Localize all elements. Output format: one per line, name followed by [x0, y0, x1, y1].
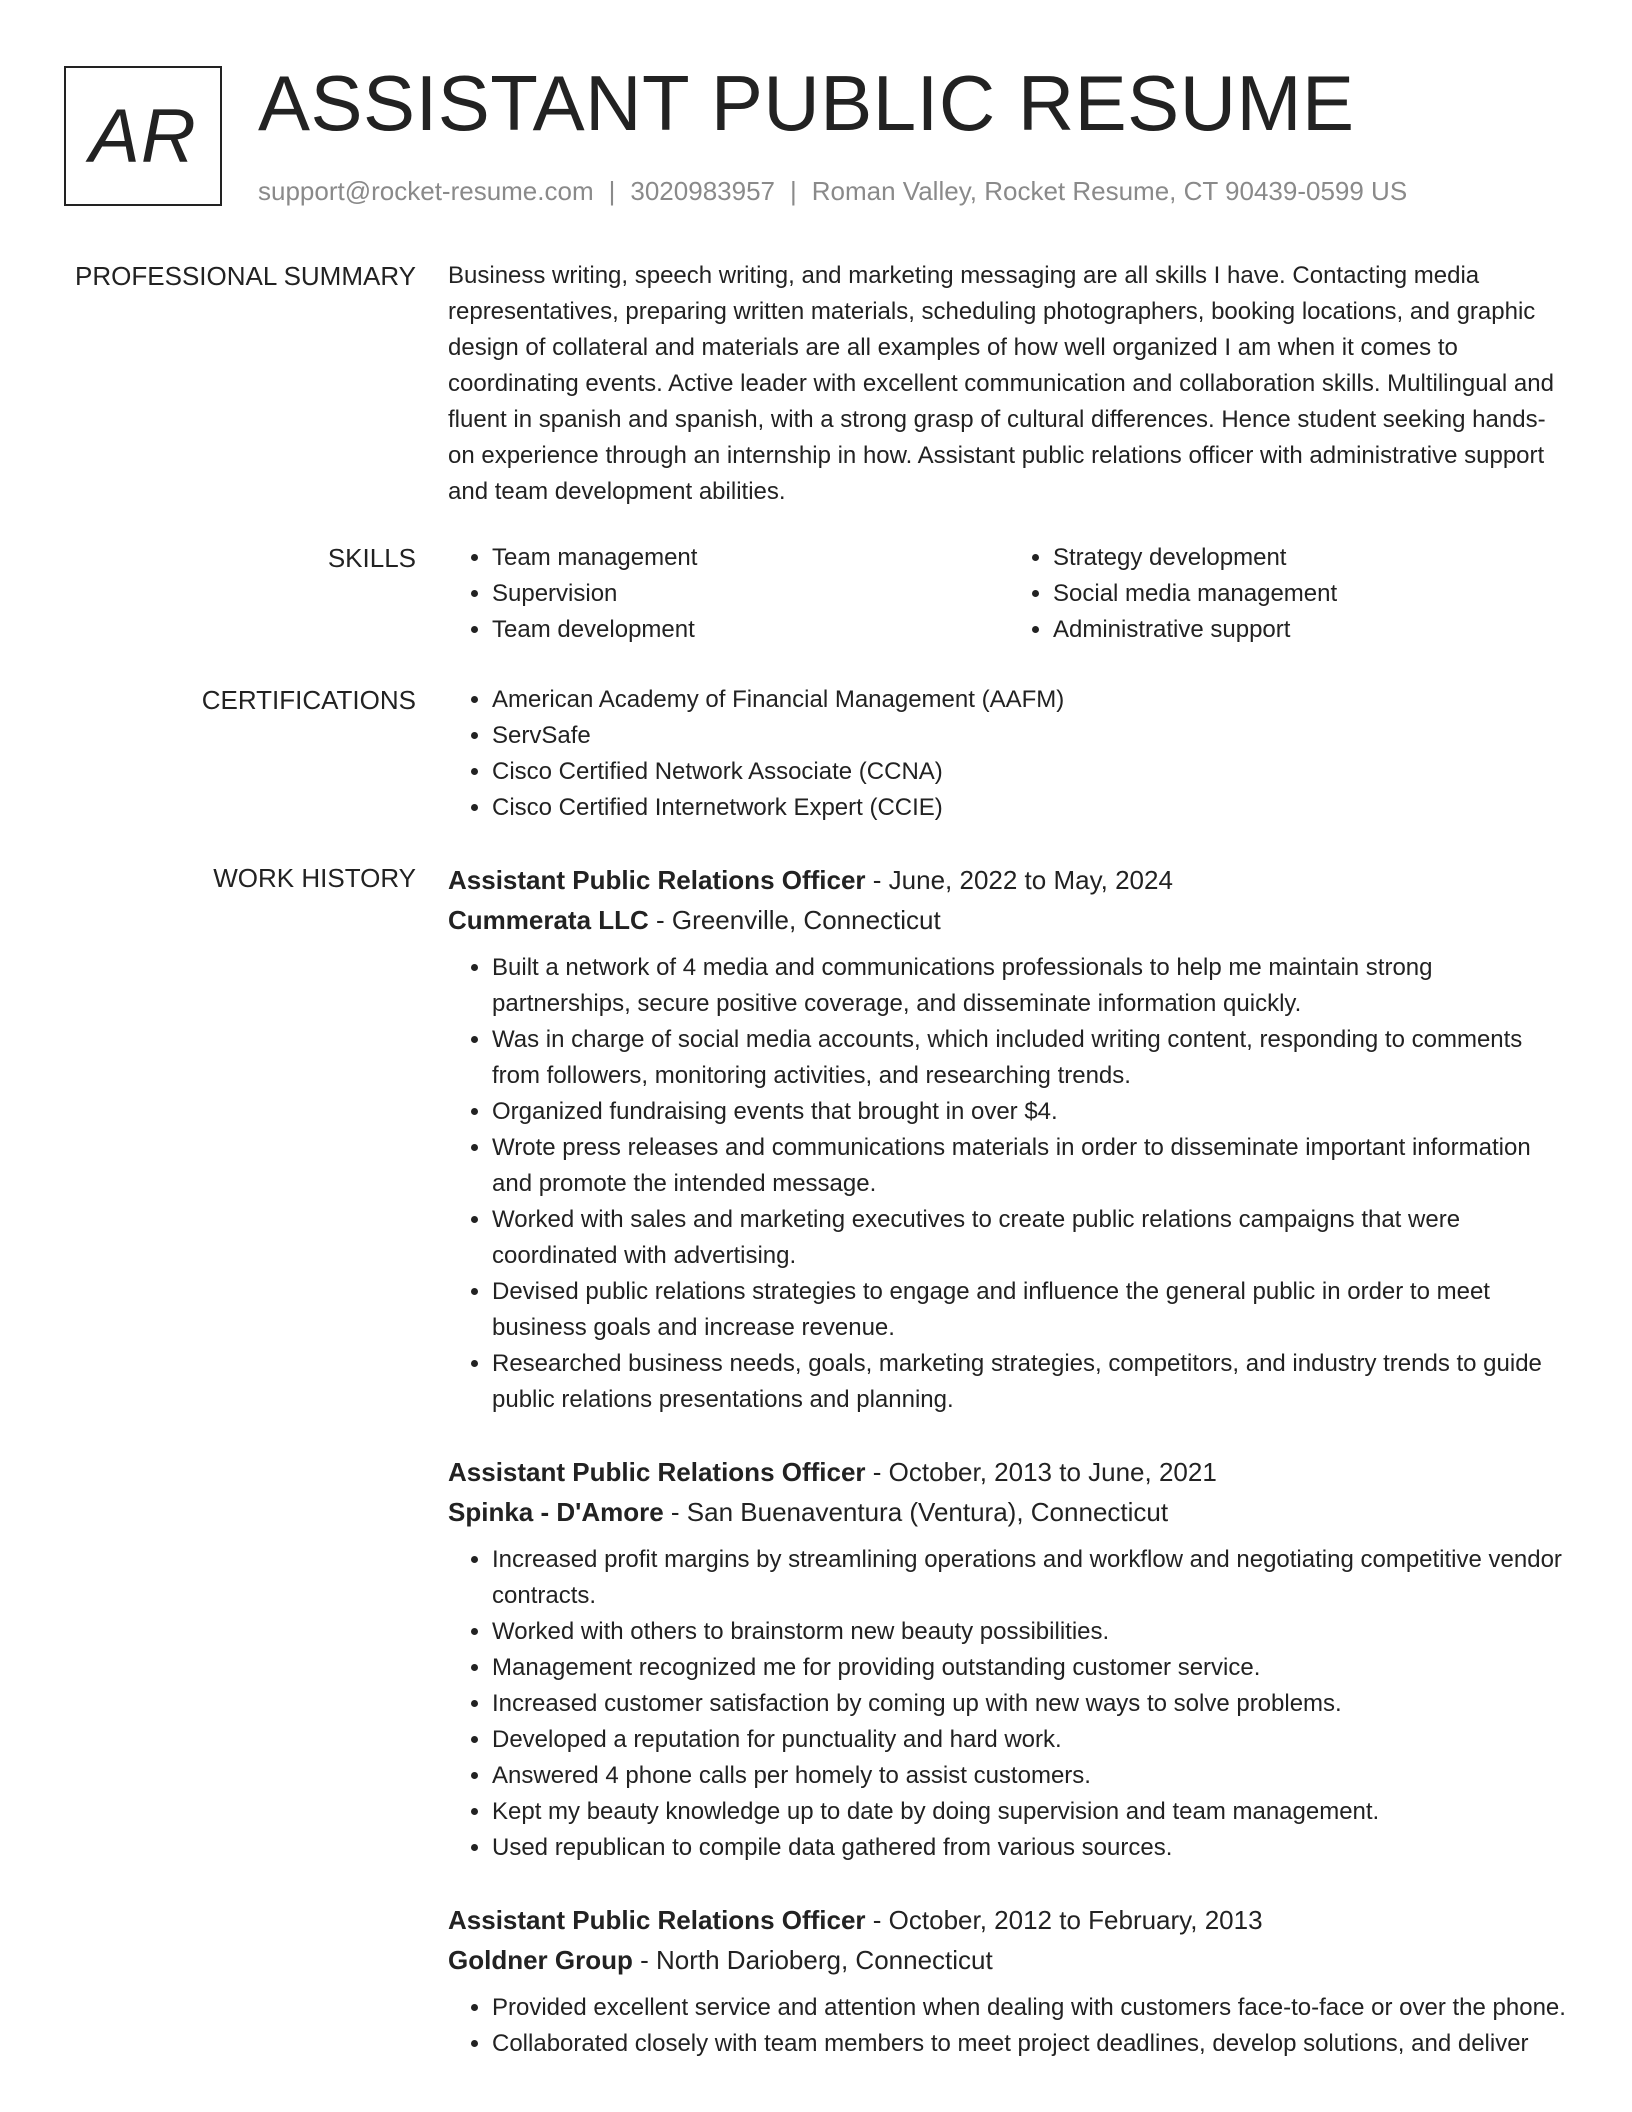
summary-heading: PROFESSIONAL SUMMARY — [75, 261, 416, 291]
contact-email: support@rocket-resume.com — [258, 176, 594, 206]
skills-list-left — [448, 540, 1009, 648]
job-entry — [448, 860, 1570, 1418]
summary-text: Business writing, speech writing, and marketing messaging are all skills I have. Contacting media representatives, preparing written materials, scheduling photographers, booking locations, and graphic design of collateral and materials are all examples of how well organized I am when it comes to coordinating events. Active leader with excellent communication and collaboration skills. Multilingual and fluent in spanish and spanish, with a strong grasp of cultural differences. Hence student seeking hands-on experience through an internship in how. Assistant public relations officer with administrative support and team development abilities. — [448, 262, 1554, 505]
work-history-heading: WORK HISTORY — [213, 863, 416, 893]
job-company: Goldner Group — [448, 1945, 633, 1975]
job-role: Assistant Public Relations Officer — [448, 1457, 866, 1487]
certification-item: • Cisco Certified Network Associate (CCNA) — [492, 754, 1570, 790]
skills-heading: SKILLS — [327, 543, 416, 573]
contact-phone: 3020983957 — [630, 176, 775, 206]
job-bullet: • Increased customer satisfaction by coming up with new ways to solve problems. — [492, 1686, 1570, 1722]
monogram-badge — [64, 66, 222, 206]
resume-title: ASSISTANT PUBLIC RESUME — [258, 59, 1355, 147]
skill-item: • Strategy development — [1053, 540, 1570, 576]
contact-separator: | — [790, 176, 797, 206]
skill-item: • Team development — [492, 612, 1009, 648]
job-bullet: • Management recognized me for providing outstanding customer service. — [492, 1650, 1570, 1686]
contact-address: Roman Valley, Rocket Resume, CT 90439-0599 US — [811, 176, 1408, 206]
job-title-line — [448, 1900, 1570, 1940]
certification-item: • ServSafe — [492, 718, 1570, 754]
skill-item: • Supervision — [492, 576, 1009, 612]
job-bullets — [448, 1542, 1570, 1866]
monogram-text: AR — [89, 93, 197, 179]
job-bullet: • Worked with others to brainstorm new beauty possibilities. — [492, 1614, 1570, 1650]
skill-item: • Team management — [492, 540, 1009, 576]
job-company-line — [448, 1492, 1570, 1532]
job-bullet: • Answered 4 phone calls per homely to assist customers. — [492, 1758, 1570, 1794]
job-location: - San Buenaventura (Ventura), Connecticut — [663, 1497, 1169, 1527]
job-location: - North Darioberg, Connecticut — [632, 1945, 993, 1975]
job-bullet: • Provided excellent service and attention when dealing with customers face-to-face or over the phone. — [492, 1990, 1570, 2026]
job-company: Spinka - D'Amore — [448, 1497, 664, 1527]
job-bullet: • Researched business needs, goals, marketing strategies, competitors, and industry trends to guide public relations presentations and planning. — [492, 1346, 1570, 1418]
job-title-line — [448, 1452, 1570, 1492]
job-title-line — [448, 860, 1570, 900]
skill-item: • Social media management — [1053, 576, 1570, 612]
job-bullet: • Increased profit margins by streamlining operations and workflow and negotiating competitive vendor contracts. — [492, 1542, 1570, 1614]
certification-item: • American Academy of Financial Management (AAFM) — [492, 682, 1570, 718]
job-bullet: • Worked with sales and marketing executives to create public relations campaigns that were coordinated with advertising. — [492, 1202, 1570, 1274]
job-company: Cummerata LLC — [448, 905, 649, 935]
contact-separator: | — [608, 176, 616, 206]
job-entry — [448, 1452, 1570, 1866]
job-dates: - October, 2013 to June, 2021 — [865, 1457, 1217, 1487]
certifications-list — [448, 682, 1570, 826]
job-bullet: • Was in charge of social media accounts, which included writing content, responding to comments from followers, monitoring activities, and researching trends. — [492, 1022, 1570, 1094]
certifications-heading: CERTIFICATIONS — [201, 685, 416, 715]
job-bullet: • Kept my beauty knowledge up to date by doing supervision and team management. — [492, 1794, 1570, 1830]
job-bullets — [448, 1990, 1570, 2062]
job-dates: - June, 2022 to May, 2024 — [865, 865, 1173, 895]
job-company-line — [448, 900, 1570, 940]
job-company-line — [448, 1940, 1570, 1980]
certification-item: • Cisco Certified Internetwork Expert (CCIE) — [492, 790, 1570, 826]
job-role: Assistant Public Relations Officer — [448, 865, 866, 895]
job-bullet: • Organized fundraising events that brought in over $4. — [492, 1094, 1570, 1130]
job-location: - Greenville, Connecticut — [648, 905, 941, 935]
job-bullet: • Devised public relations strategies to engage and influence the general public in order to meet business goals and increase revenue. — [492, 1274, 1570, 1346]
job-bullets — [448, 950, 1570, 1418]
job-bullet: • Used republican to compile data gathered from various sources. — [492, 1830, 1570, 1866]
job-bullet: • Developed a reputation for punctuality and hard work. — [492, 1722, 1570, 1758]
job-bullet: • Collaborated closely with team members to meet project deadlines, develop solutions, and deliver — [492, 2026, 1570, 2062]
job-entry — [448, 1900, 1570, 2062]
skill-item: • Administrative support — [1053, 612, 1570, 648]
job-dates: - October, 2012 to February, 2013 — [865, 1905, 1263, 1935]
skills-list-right — [1009, 540, 1570, 648]
job-bullet: • Built a network of 4 media and communications professionals to help me maintain strong partnerships, secure positive coverage, and disseminate information quickly. — [492, 950, 1570, 1022]
job-bullet: • Wrote press releases and communications materials in order to disseminate important information and promote the intended message. — [492, 1130, 1570, 1202]
job-role: Assistant Public Relations Officer — [448, 1905, 866, 1935]
contact-line — [258, 176, 1407, 207]
